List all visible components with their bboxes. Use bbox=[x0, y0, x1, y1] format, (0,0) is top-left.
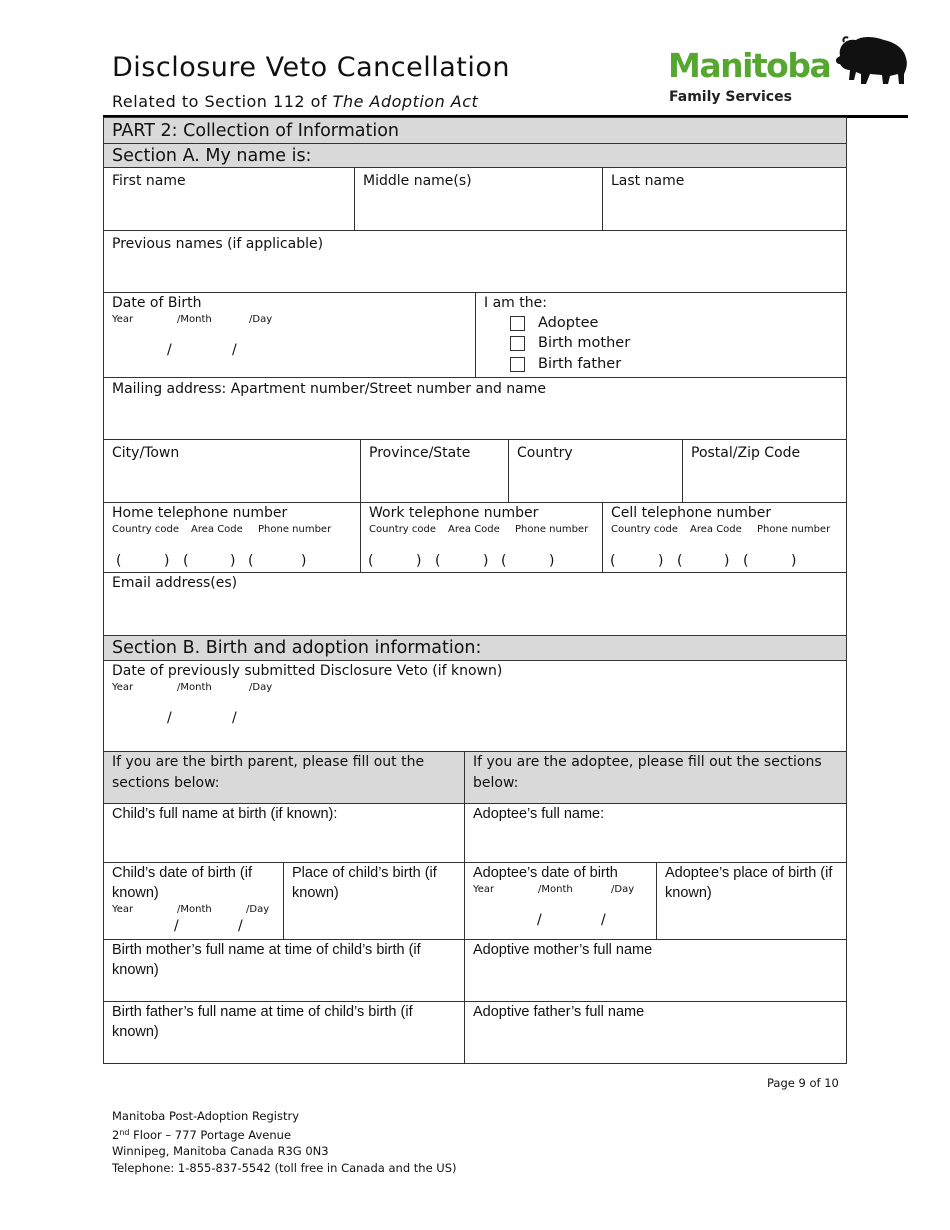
area-code-hint: Area Code bbox=[448, 524, 500, 535]
home-phone-label: Home telephone number bbox=[112, 505, 288, 521]
child-dob-label: Child’s date of birth (if known) bbox=[112, 865, 252, 901]
form-subtitle bbox=[112, 92, 478, 111]
home-phone-field[interactable] bbox=[103, 502, 361, 573]
birth-parent-instructions-text: If you are the birth parent, please fill out the sections below: bbox=[112, 754, 425, 791]
adoptive-mother-name-field[interactable] bbox=[464, 939, 847, 1002]
date-slash: / bbox=[167, 710, 172, 726]
option-birth-mother[interactable] bbox=[510, 335, 630, 351]
section-b-title: Section B. Birth and adoption information: bbox=[112, 638, 482, 658]
first-name-field[interactable] bbox=[103, 167, 355, 231]
postal-code-label: Postal/Zip Code bbox=[691, 445, 801, 461]
option-birth-father[interactable] bbox=[510, 356, 621, 372]
birth-father-name-field[interactable] bbox=[103, 1001, 465, 1064]
country-label: Country bbox=[517, 445, 573, 461]
paren-close: ) bbox=[230, 553, 236, 569]
city-field[interactable] bbox=[103, 439, 361, 503]
paren-close: ) bbox=[301, 553, 307, 569]
country-code-hint: Country code bbox=[112, 524, 180, 535]
paren-close: ) bbox=[416, 553, 422, 569]
part-header bbox=[103, 117, 847, 144]
option-adoptee[interactable] bbox=[510, 315, 598, 331]
last-name-field[interactable] bbox=[602, 167, 847, 231]
email-label: Email address(es) bbox=[112, 575, 238, 591]
date-day-hint: /Day bbox=[246, 904, 270, 915]
country-code-hint: Country code bbox=[369, 524, 437, 535]
date-slash: / bbox=[174, 918, 179, 934]
child-place-of-birth-field[interactable] bbox=[283, 862, 465, 940]
first-name-label: First name bbox=[112, 173, 186, 189]
cell-phone-label: Cell telephone number bbox=[611, 505, 772, 521]
adoptee-place-of-birth-label: Adoptee’s place of birth (if known) bbox=[665, 865, 833, 901]
option-birth-father-label: Birth father bbox=[538, 356, 622, 372]
adoptive-father-name-label: Adoptive father’s full name bbox=[473, 1004, 645, 1020]
bison-icon bbox=[834, 34, 910, 86]
date-year-hint: Year bbox=[112, 682, 134, 693]
footer-floor-suffix: nd bbox=[119, 1127, 130, 1137]
option-adoptee-label: Adoptee bbox=[538, 315, 599, 331]
checkbox-adoptee[interactable] bbox=[510, 316, 525, 331]
paren-open: ( bbox=[183, 553, 189, 569]
birth-father-name-label: Birth father’s full name at time of child’s birth (if known) bbox=[112, 1004, 413, 1040]
child-full-name-label: Child’s full name at birth (if known): bbox=[112, 806, 338, 822]
adoptee-full-name-field[interactable] bbox=[464, 803, 847, 863]
adoptee-full-name-label: Adoptee’s full name: bbox=[473, 806, 605, 822]
postal-code-field[interactable] bbox=[682, 439, 847, 503]
date-month-hint: /Month bbox=[538, 884, 573, 895]
child-dob-field[interactable] bbox=[103, 862, 284, 940]
date-day-hint: /Day bbox=[611, 884, 635, 895]
date-slash: / bbox=[238, 918, 243, 934]
relationship-field bbox=[475, 292, 847, 378]
footer-registry: Manitoba Post-Adoption Registry bbox=[112, 1109, 300, 1123]
date-month-hint: /Month bbox=[177, 314, 212, 325]
phone-number-hint: Phone number bbox=[515, 524, 589, 535]
subtitle-prefix: Related to Section 112 of bbox=[112, 92, 328, 111]
province-field[interactable] bbox=[360, 439, 509, 503]
date-slash: / bbox=[232, 342, 237, 358]
date-slash: / bbox=[537, 912, 542, 928]
dob-label: Date of Birth bbox=[112, 295, 202, 311]
child-place-of-birth-label: Place of child’s birth (if known) bbox=[292, 865, 437, 901]
paren-open: ( bbox=[610, 553, 616, 569]
middle-names-field[interactable] bbox=[354, 167, 603, 231]
phone-number-hint: Phone number bbox=[258, 524, 332, 535]
previous-names-label: Previous names (if applicable) bbox=[112, 236, 324, 252]
section-b-header bbox=[103, 635, 847, 661]
birth-parent-instructions bbox=[103, 751, 465, 804]
paren-open: ( bbox=[743, 553, 749, 569]
footer-street bbox=[112, 1125, 457, 1144]
paren-open: ( bbox=[501, 553, 507, 569]
date-slash: / bbox=[601, 912, 606, 928]
manitoba-logo bbox=[666, 34, 911, 112]
page-number: Page 9 of 10 bbox=[767, 1076, 839, 1090]
previous-veto-date-label: Date of previously submitted Disclosure Veto (if known) bbox=[112, 663, 503, 679]
previous-names-field[interactable] bbox=[103, 230, 847, 293]
section-a-title: Section A. My name is: bbox=[112, 146, 312, 166]
adoptee-instructions bbox=[464, 751, 847, 804]
i-am-the-label: I am the: bbox=[484, 295, 547, 311]
date-month-hint: /Month bbox=[177, 904, 212, 915]
logo-wordmark: Manitoba bbox=[668, 46, 831, 85]
paren-close: ) bbox=[658, 553, 664, 569]
logo-department: Family Services bbox=[669, 89, 792, 105]
middle-names-label: Middle name(s) bbox=[363, 173, 472, 189]
paren-close: ) bbox=[549, 553, 555, 569]
adoptee-dob-field[interactable] bbox=[464, 862, 657, 940]
city-label: City/Town bbox=[112, 445, 180, 461]
paren-close: ) bbox=[724, 553, 730, 569]
area-code-hint: Area Code bbox=[191, 524, 243, 535]
phone-number-hint: Phone number bbox=[757, 524, 831, 535]
paren-open: ( bbox=[677, 553, 683, 569]
adoptive-mother-name-label: Adoptive mother’s full name bbox=[473, 942, 653, 958]
date-slash: / bbox=[167, 342, 172, 358]
checkbox-birth-father[interactable] bbox=[510, 357, 525, 372]
child-full-name-field[interactable] bbox=[103, 803, 465, 863]
date-year-hint: Year bbox=[112, 904, 134, 915]
country-field[interactable] bbox=[508, 439, 683, 503]
date-slash: / bbox=[232, 710, 237, 726]
paren-close: ) bbox=[164, 553, 170, 569]
paren-close: ) bbox=[791, 553, 797, 569]
footer-floor-rest: Floor – 777 Portage Avenue bbox=[129, 1127, 292, 1142]
checkbox-birth-mother[interactable] bbox=[510, 336, 525, 351]
mailing-address-label: Mailing address: Apartment number/Street number and name bbox=[112, 381, 546, 397]
country-code-hint: Country code bbox=[611, 524, 679, 535]
area-code-hint: Area Code bbox=[690, 524, 742, 535]
paren-open: ( bbox=[248, 553, 254, 569]
paren-open: ( bbox=[435, 553, 441, 569]
date-year-hint: Year bbox=[473, 884, 495, 895]
adoptee-dob-label: Adoptee’s date of birth bbox=[473, 865, 618, 881]
mailing-address-field[interactable] bbox=[103, 377, 847, 440]
adoptee-instructions-text: If you are the adoptee, please fill out the sections below: bbox=[473, 754, 822, 791]
date-month-hint: /Month bbox=[177, 682, 212, 693]
email-field[interactable] bbox=[103, 572, 847, 636]
last-name-label: Last name bbox=[611, 173, 685, 189]
paren-open: ( bbox=[368, 553, 374, 569]
date-of-birth-field[interactable] bbox=[103, 292, 476, 378]
previous-veto-date-field[interactable] bbox=[103, 660, 847, 752]
paren-close: ) bbox=[483, 553, 489, 569]
paren-open: ( bbox=[116, 553, 122, 569]
form-title: Disclosure Veto Cancellation bbox=[112, 52, 511, 83]
footer-address bbox=[112, 1108, 457, 1176]
footer-city: Winnipeg, Manitoba Canada R3G 0N3 bbox=[112, 1144, 329, 1158]
cell-phone-field[interactable] bbox=[602, 502, 847, 573]
birth-mother-name-label: Birth mother’s full name at time of child’s birth (if known) bbox=[112, 942, 421, 978]
date-year-hint: Year bbox=[112, 314, 134, 325]
section-a-header bbox=[103, 143, 847, 168]
footer-floor-number: 2 bbox=[112, 1127, 120, 1142]
adoptee-place-of-birth-field[interactable] bbox=[656, 862, 847, 940]
adoptive-father-name-field[interactable] bbox=[464, 1001, 847, 1064]
birth-mother-name-field[interactable] bbox=[103, 939, 465, 1002]
footer-telephone: Telephone: 1-855-837-5542 (toll free in Canada and the US) bbox=[112, 1160, 457, 1175]
work-phone-field[interactable] bbox=[360, 502, 603, 573]
subtitle-act: The Adoption Act bbox=[332, 92, 479, 111]
province-label: Province/State bbox=[369, 445, 471, 461]
option-birth-mother-label: Birth mother bbox=[538, 335, 631, 351]
work-phone-label: Work telephone number bbox=[369, 505, 539, 521]
part-title: PART 2: Collection of Information bbox=[112, 121, 399, 141]
date-day-hint: /Day bbox=[249, 682, 273, 693]
date-day-hint: /Day bbox=[249, 314, 273, 325]
